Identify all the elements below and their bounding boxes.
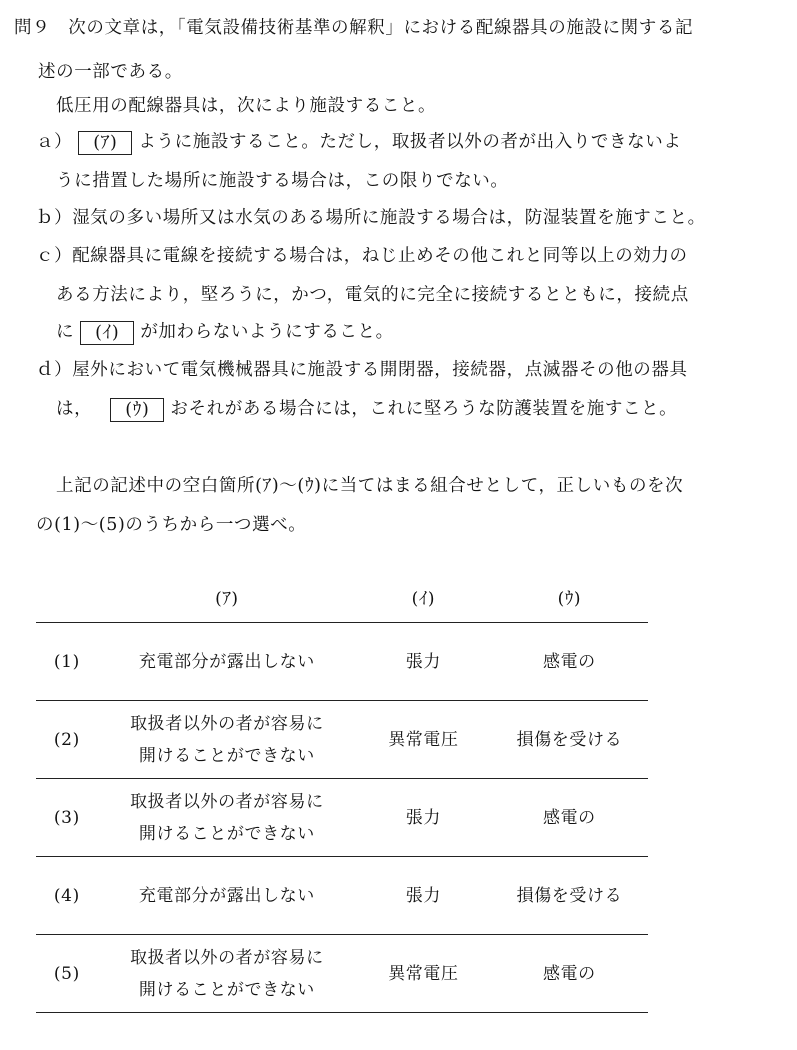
option-a-line: 開けることができない	[138, 745, 315, 766]
option-number: (3)	[36, 779, 98, 857]
blank-i-box: (ｲ)	[80, 321, 134, 345]
item-d-line-2	[56, 397, 677, 422]
item-c-line-1: ｃ）配線器具に電線を接続する場合は，ねじ止めその他これと同等以上の効力の	[36, 246, 688, 266]
option-i-cell: 張力	[356, 857, 491, 935]
option-u-cell: 損傷を受ける	[491, 701, 648, 779]
option-i-cell: 異常電圧	[356, 701, 491, 779]
option-a-line: 充電部分が露出しない	[138, 651, 315, 672]
item-d-pre: は，	[56, 399, 93, 419]
option-a-line: 充電部分が露出しない	[138, 885, 315, 906]
question-line-2: 述の一部である。	[38, 62, 183, 82]
instruction-line-2: の(1)～(5)のうちから一つ選べ。	[36, 515, 307, 535]
table-row	[36, 857, 648, 935]
option-u-cell: 感電の	[491, 935, 648, 1013]
option-a-line: 開けることができない	[138, 979, 315, 1000]
option-number: (5)	[36, 935, 98, 1013]
option-a-line: 取扱者以外の者が容易に	[130, 791, 324, 812]
header-i: (ｲ)	[356, 582, 491, 623]
table-row	[36, 623, 648, 701]
option-u-cell: 感電の	[491, 779, 648, 857]
blank-a-box: (ｱ)	[78, 131, 132, 155]
item-c-pre: に	[56, 322, 75, 342]
item-b: ｂ）湿気の多い場所又は水気のある場所に施設する場合は，防湿装置を施すこと。	[36, 208, 706, 228]
option-a-cell	[98, 623, 356, 701]
table-row	[36, 935, 648, 1013]
header-a: (ｱ)	[98, 582, 356, 623]
option-a-line: 開けることができない	[138, 823, 315, 844]
option-i-cell: 張力	[356, 623, 491, 701]
option-number: (1)	[36, 623, 98, 701]
item-a-text: ように施設すること。ただし，取扱者以外の者が出入りできないよ	[138, 132, 682, 152]
option-i-cell: 張力	[356, 779, 491, 857]
table-row	[36, 701, 648, 779]
option-u-cell: 損傷を受ける	[491, 857, 648, 935]
item-a-prefix: ａ）	[36, 132, 73, 152]
option-a-cell	[98, 779, 356, 857]
item-c-line-2: ある方法により，堅ろうに，かつ，電気的に完全に接続するとともに，接続点	[56, 285, 689, 305]
table-row	[36, 779, 648, 857]
options-table	[36, 582, 648, 1013]
table-header-row	[36, 582, 648, 623]
option-number: (4)	[36, 857, 98, 935]
blank-u-box: (ｳ)	[110, 398, 164, 422]
item-d-post: おそれがある場合には，これに堅ろうな防護装置を施すこと。	[170, 399, 678, 419]
option-a-line: 取扱者以外の者が容易に	[130, 713, 324, 734]
item-d-line-1: ｄ）屋外において電気機械器具に施設する開閉器，接続器，点滅器その他の器具	[36, 360, 688, 380]
option-i-cell: 異常電圧	[356, 935, 491, 1013]
item-c-post: が加わらないようにすること。	[140, 322, 394, 342]
item-a-line-2: うに措置した場所に施設する場合は，この限りでない。	[56, 171, 509, 191]
option-a-cell	[98, 935, 356, 1013]
option-u-cell: 感電の	[491, 623, 648, 701]
intro-text: 低圧用の配線器具は，次により施設すること。	[56, 96, 437, 116]
question-line-1: 問９ 次の文章は，「電気設備技術基準の解釈」における配線器具の施設に関する記	[14, 18, 694, 38]
instruction-line-1: 上記の記述中の空白箇所(ｱ)～(ｳ)に当てはまる組合せとして，正しいものを次	[56, 476, 684, 496]
option-number: (2)	[36, 701, 98, 779]
item-a	[36, 130, 681, 155]
option-a-line: 取扱者以外の者が容易に	[130, 947, 324, 968]
option-a-cell	[98, 857, 356, 935]
header-blank	[36, 582, 98, 623]
item-c-line-3	[56, 320, 394, 345]
header-u: (ｳ)	[491, 582, 648, 623]
option-a-cell	[98, 701, 356, 779]
